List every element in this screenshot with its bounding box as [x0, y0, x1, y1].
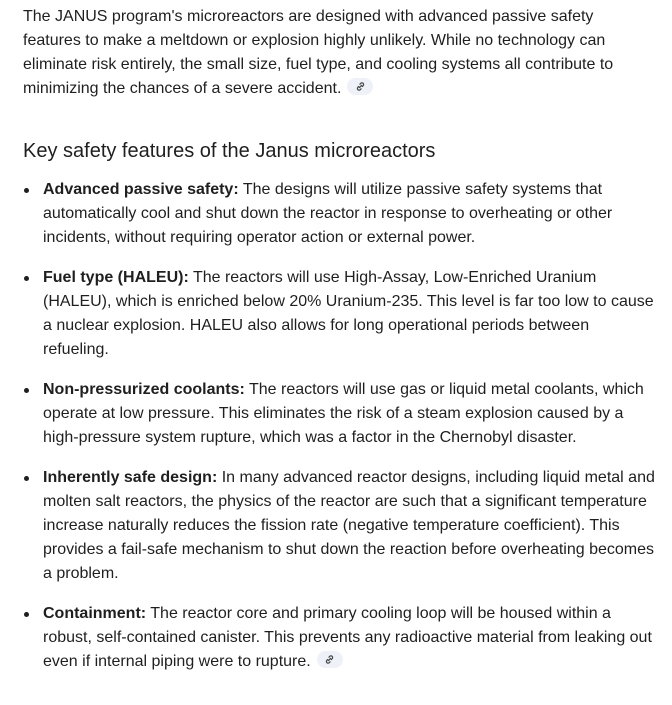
intro-text: The JANUS program's microreactors are designed with advanced passive safety features to make a meltdown or explosion highly unlikely. While no technology can eliminate risk entirely, the small size, fuel type, and cooling systems all contribute to minimizing the chances of a severe accident.: [23, 8, 614, 97]
list-item: [23, 466, 655, 586]
link-icon: [324, 654, 335, 665]
feature-term: Inherently safe design:: [43, 469, 218, 486]
source-link-chip[interactable]: [347, 78, 373, 95]
feature-text: In many advanced reactor designs, including liquid metal and molten salt reactors, the physics of the reactor are such that a significant temperature increase naturally reduces the fission rate (negative temperature coefficient). This provides a fail-safe mechanism to shut down the reaction before overheating becomes a problem.: [43, 469, 655, 582]
list-item: [23, 378, 655, 450]
feature-text: The designs will utilize passive safety systems that automatically cool and shut down the reactor in response to overheating or other incidents, without requiring operator action or external power.: [43, 181, 613, 246]
feature-term: Containment:: [43, 605, 147, 622]
feature-text: The reactor core and primary cooling loop will be housed within a robust, self-contained canister. This prevents any radioactive material from leaking out even if internal piping were to rupture.: [43, 605, 652, 670]
intro-paragraph: [23, 5, 643, 101]
feature-term: Fuel type (HALEU):: [43, 269, 189, 286]
feature-term: Advanced passive safety:: [43, 181, 239, 198]
features-list: [23, 178, 656, 674]
feature-text: The reactors will use High-Assay, Low-Enriched Uranium (HALEU), which is enriched below 20% Uranium-235. This level is far too low to cause a nuclear explosion. HALEU also allows for long operational periods between refueling.: [43, 269, 654, 358]
list-item: [23, 178, 655, 250]
list-item: [23, 602, 655, 674]
feature-term: Non-pressurized coolants:: [43, 381, 245, 398]
link-icon: [355, 81, 366, 92]
feature-text: The reactors will use gas or liquid metal coolants, which operate at low pressure. This eliminates the risk of a steam explosion caused by a high-pressure system rupture, which was a factor in the Chernobyl disaster.: [43, 381, 644, 446]
section-heading: Key safety features of the Janus microreactors: [23, 140, 436, 162]
source-link-chip[interactable]: [317, 651, 343, 668]
list-item: [23, 266, 655, 362]
